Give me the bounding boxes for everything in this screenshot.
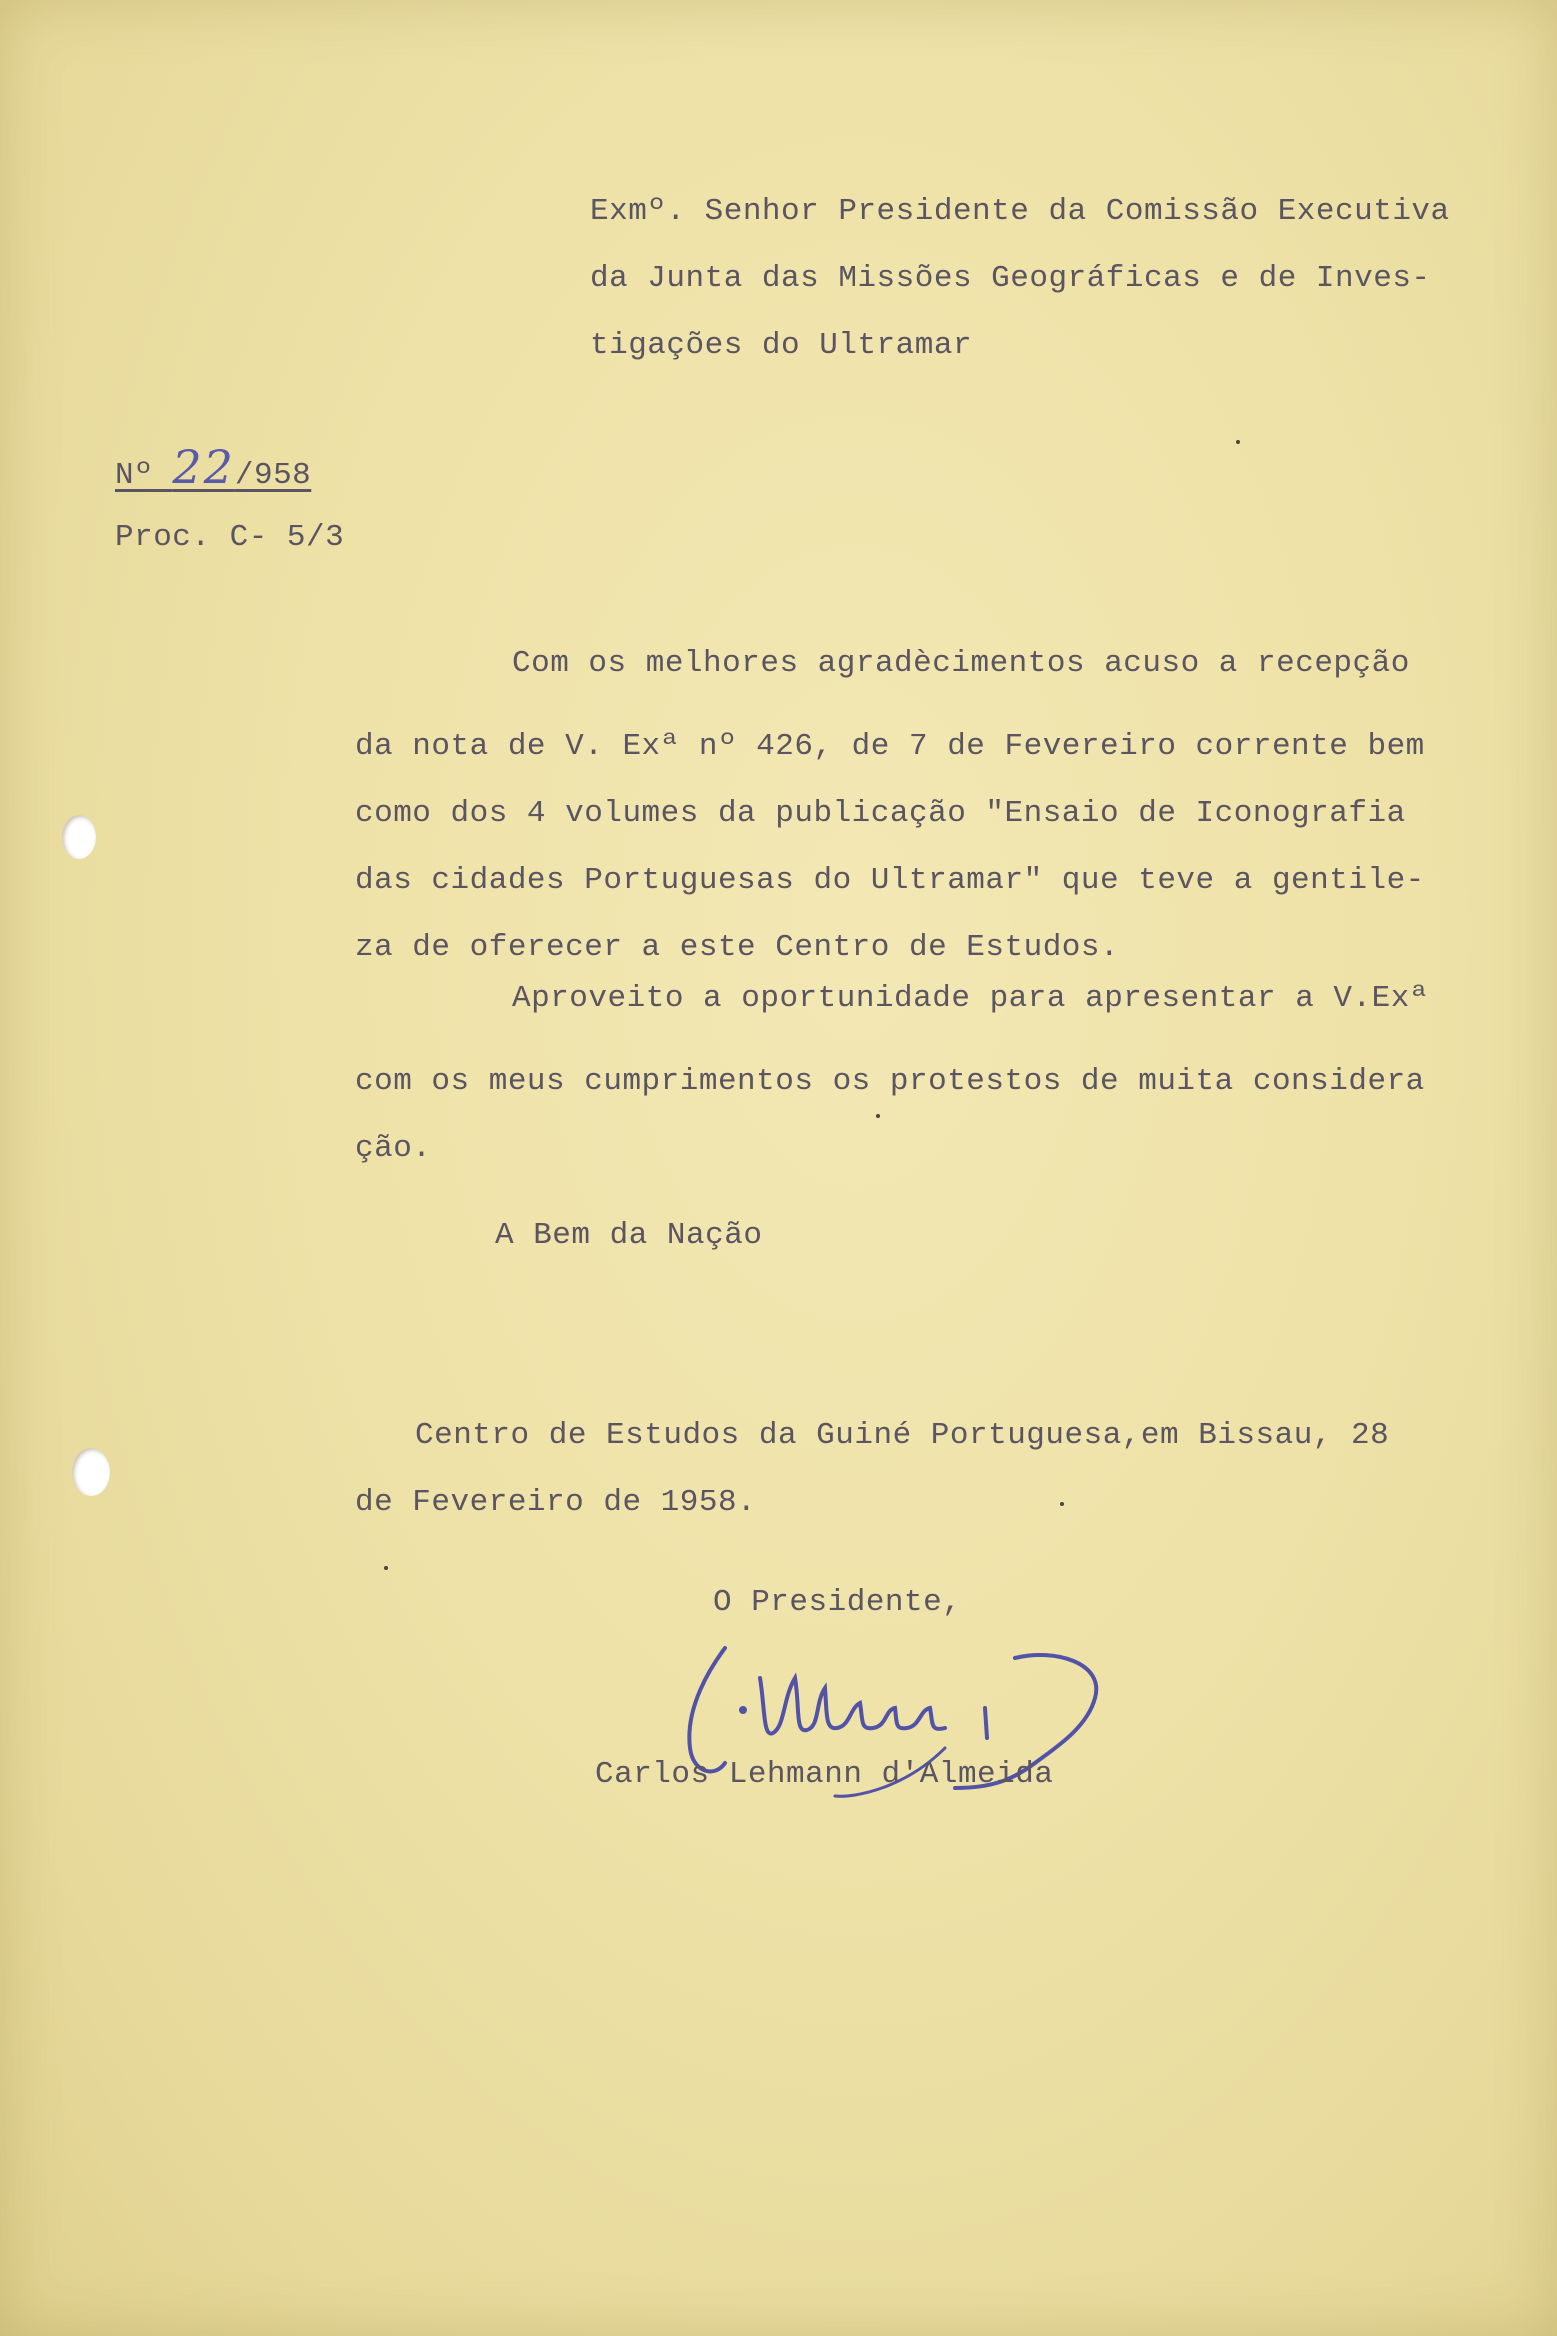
process-reference: Proc. C- 5/3: [115, 520, 345, 555]
punch-hole-lower: [72, 1448, 110, 1496]
signer-name: Carlos Lehmann d'Almeida: [595, 1757, 1054, 1792]
paper-speck: [1060, 1502, 1064, 1506]
paragraph-1-first-line: [512, 646, 1410, 681]
paragraph-2-body: [355, 1048, 1425, 1182]
paragraph-line: ção.: [355, 1131, 432, 1166]
paper-speck: [1236, 440, 1240, 444]
paragraph-line: das cidades Portuguesas do Ultramar" que teve a gentile-: [355, 863, 1425, 898]
reference-handwritten-number: 22: [172, 440, 235, 494]
paragraph-1-body: [355, 713, 1425, 981]
paragraph-2-first-text: Aproveito a oportunidade para apresentar a V.Exª: [512, 981, 1429, 1016]
paragraph-line: da nota de V. Exª nº 426, de 7 de Fevereiro corrente bem: [355, 729, 1425, 764]
paragraph-line: como dos 4 volumes da publicação "Ensaio de Iconografia: [355, 796, 1406, 831]
place-date-line-2: de Fevereiro de 1958.: [355, 1485, 757, 1520]
reference-underlined: [115, 440, 312, 494]
signatory-role: O Presidente,: [713, 1585, 962, 1620]
paragraph-line: com os meus cumprimentos os protestos de muita considera: [355, 1064, 1425, 1099]
addressee-line: tigações do Ultramar: [590, 328, 973, 363]
paragraph-2-first-line: [512, 981, 1429, 1016]
addressee-line: Exmº. Senhor Presidente da Comissão Executiva: [590, 194, 1450, 229]
reference-prefix: Nº: [115, 458, 173, 493]
addressee-line: da Junta das Missões Geográficas e de Inves-: [590, 261, 1431, 296]
paragraph-1-first-text: Com os melhores agradècimentos acuso a recepção: [512, 646, 1410, 681]
reference-suffix: /958: [234, 458, 312, 493]
paper-speck: [384, 1566, 388, 1570]
closing-salutation: A Bem da Nação: [495, 1218, 763, 1253]
place-date-line-1: Centro de Estudos da Guiné Portuguesa,em Bissau, 28: [415, 1418, 1390, 1453]
paragraph-line: za de oferecer a este Centro de Estudos.: [355, 930, 1120, 965]
reference-number: [115, 440, 311, 494]
punch-hole-upper: [62, 815, 96, 859]
addressee-block: [590, 178, 1450, 379]
